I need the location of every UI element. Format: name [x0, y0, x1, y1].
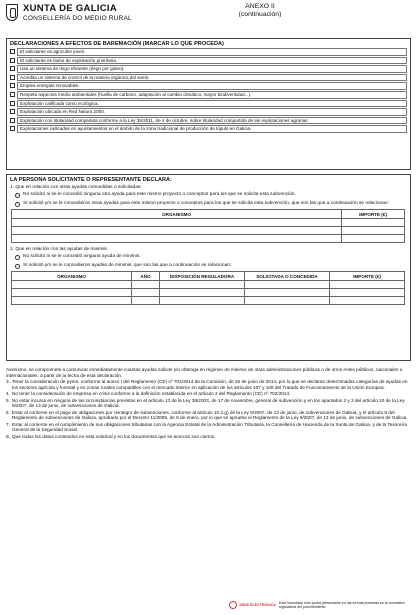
baremation-checklist — [7, 48, 410, 133]
q1-option-yes[interactable] — [7, 201, 410, 207]
declaration-number: 5. — [6, 397, 10, 403]
checklist-label: El solicitante es titular de explotación prioritaria. — [17, 57, 407, 65]
checklist-row[interactable] — [10, 91, 407, 99]
declaration-item — [6, 398, 411, 409]
declaration-title: LA PERSONA SOLICITANTE O REPRESENTANTE DECLARA: — [10, 177, 172, 183]
checklist-label: Usa un sistema de riego eficiente (riego por goteo). — [17, 65, 407, 73]
checkbox[interactable] — [10, 92, 15, 97]
footer-note: Este formulario sólo podrá presentarse en las formas previstas en la normativa reguladora del procedimiento — [279, 601, 405, 609]
checkbox[interactable] — [10, 49, 15, 54]
minimis-aids-table — [11, 271, 405, 305]
checkbox[interactable] — [10, 118, 15, 123]
document-header — [6, 3, 411, 33]
radio-button[interactable] — [15, 264, 20, 269]
sede-label: SEDE ELECTRÓNICA — [239, 603, 276, 607]
baremation-title: DECLARACIONES A EFECTOS DE BAREMACIÓN (MARCAR LO QUE PROCEDA) — [10, 41, 224, 47]
q2-option-no[interactable] — [7, 254, 410, 260]
declaration-text: Que todos los datos contenidos en esta solicitud y en los documentos que se acercan son ciertos. — [12, 433, 216, 439]
q2-option-no-label: No solicitó ni se le concedió ninguna ayuda de minimis. — [23, 254, 141, 259]
declaration-number: 8. — [6, 433, 10, 439]
declaration-item — [6, 391, 411, 397]
table2-header-importe: IMPORTE (€) — [330, 272, 405, 281]
q1-option-no-label: No solicitó ni se le concedió ninguna otra ayuda para este mismo proyecto o conceptos para los que se solicita esta subvención. — [23, 192, 296, 197]
table1-header-organismo: ORGANISMO — [12, 210, 342, 219]
declaration-text: No tener la consideración de empresa en crisis conforme a la definición establecida en el artículo 2 del Reglamento (CE) nº 702/2014. — [12, 391, 291, 397]
table2-header-ano: AÑO — [132, 272, 160, 281]
radio-button[interactable] — [15, 202, 20, 207]
checklist-row[interactable] — [10, 125, 407, 133]
checklist-label: Explotación con titularidad compartida conforme a la Ley 35/2011, de 4 de octubre, sobre titularidad compartida de las explotaciones agrarias. — [17, 117, 407, 125]
declaration-text: Estar al corriente en el cumplimiento de sus obligaciones tributarias con la Agencia Estatal de la Administración Tributaria, la Consellería de Hacienda de la Xunta de Galicia, y de la Tesorería General de la Seguridad Social. — [12, 421, 407, 433]
declaration-item — [6, 434, 411, 440]
table-row[interactable] — [12, 219, 405, 227]
checklist-label: Explotación calificada como ecológica. — [17, 100, 407, 108]
checklist-label: El solicitante es agricultor joven. — [17, 48, 407, 56]
declaration-number: 3. — [6, 379, 10, 385]
checklist-row[interactable] — [10, 65, 407, 73]
checkbox[interactable] — [10, 75, 15, 80]
checklist-row[interactable] — [10, 82, 407, 90]
checklist-row[interactable] — [10, 74, 407, 82]
checkbox[interactable] — [10, 58, 15, 63]
declaration-item — [6, 422, 411, 433]
table-row[interactable] — [12, 227, 405, 235]
checkbox[interactable] — [10, 83, 15, 88]
table1-header-importe: IMPORTE (€) — [342, 210, 405, 219]
checklist-label: Acredita un sistema de control de la materia orgánica del suelo. — [17, 74, 407, 82]
baremation-section — [6, 38, 411, 170]
question-2: 2. Que en relación con las ayudas de minimis. — [10, 247, 109, 252]
declaration-number: 6. — [6, 409, 10, 415]
commitment-paragraph: Asimismo, se compromete a comunicar inmediatamente cuantas ayudas solicite y/o obtenga en régimen de minimis de otras administraciones públicas o de otros entes públicos, nacionales o internacionales, a partir de la fecha de esta declaración. — [6, 367, 403, 378]
org-name: XUNTA DE GALICIA — [23, 3, 117, 14]
question-1: 1. Que en relación con otras ayudas concedidas o solicitadas: — [10, 185, 142, 190]
checklist-label: Respeta aspectos medio ambientales (huella de carbono, adaptación al cambio climático, mayor biodiversidad...). — [17, 91, 407, 99]
xunta-logo-icon — [6, 4, 18, 21]
q1-option-yes-label: Sí solicitó y/o se le concedieron otras ayudas para este mismo proyecto o conceptos para los que se solicita esta subvención, que son las que a continuación se relacionan: — [23, 201, 389, 206]
sede-seal-icon — [229, 601, 237, 609]
q2-option-yes-label: Sí solicitó y/o se le concedieron ayudas de minimis, que son las que a continuación se relacionan: — [23, 263, 232, 268]
declaration-item — [6, 379, 411, 390]
footer — [229, 601, 409, 609]
table-row[interactable] — [12, 297, 405, 305]
checklist-row[interactable] — [10, 117, 407, 125]
checklist-label: Explotación ubicada en Red Natura 2000. — [17, 108, 407, 116]
checklist-row[interactable] — [10, 108, 407, 116]
checkbox[interactable] — [10, 109, 15, 114]
other-aids-table — [11, 209, 405, 243]
radio-button[interactable] — [15, 193, 20, 198]
checklist-row[interactable] — [10, 57, 407, 65]
table-row[interactable] — [12, 235, 405, 243]
declaration-number: 4. — [6, 391, 10, 397]
checklist-row[interactable] — [10, 100, 407, 108]
q1-option-no[interactable] — [7, 192, 410, 198]
checklist-row[interactable] — [10, 48, 407, 56]
declaration-text: No estar incursa en ninguna de las circunstancias previstas en el artículo 13 de la Ley 38/2003, de 17 de noviembre, general de subvención y en los apartados 2 y 3 del artículo 10 de la Ley 9/2007, de 13 de junio, de subvenciones de Galicia. — [12, 397, 405, 409]
department-name: CONSELLERÍA DO MEDIO RURAL — [23, 15, 132, 22]
declaration-section — [6, 174, 411, 361]
declaration-statements — [6, 367, 411, 440]
checkbox[interactable] — [10, 126, 15, 131]
declaration-text: Tener la consideración de pyme, conforme al anexo I del Reglamento (CE) nº 702/2014 de la Comisión, de 25 de junio de 2014, por lo que se declaran determinadas categorías de ayudas en los sectores agrícola y forestal y en zonas rurales compatibles con el mercado interior en aplicación de los artículos 107 y 108 del Tratado de Funcionamiento de la Unión Europea. — [12, 379, 408, 391]
checklist-label: Emplea energías renovables. — [17, 82, 407, 90]
declaration-number: 7. — [6, 421, 10, 427]
table-row[interactable] — [12, 289, 405, 297]
annex-title: ANEXO II — [245, 3, 275, 10]
annex-subtitle: (continuación) — [238, 11, 282, 18]
checkbox[interactable] — [10, 101, 15, 106]
table-row[interactable] — [12, 281, 405, 289]
declaration-item — [6, 410, 411, 421]
table2-header-solicitada: SOLICITADA O CONCEDIDA — [245, 272, 330, 281]
declaration-text: Estar al corriente en el pago de obligaciones por reintegro de subvenciones, conforme al artículo 10.2.g) de la Ley 9/2007, de 13 de junio, de subvenciones de Galicia, y el artículo 9 del Reglamento de subvenciones de Galicia, aprobado por el Decreto 11/2009, de 8 de enero, por lo que se aprueba el Reglamento de la Ley 9/2007, de 13 de junio, de subvenciones de Galicia. — [12, 409, 408, 421]
checklist-label: Explotaciones radicadas en ayuntamientos en el ámbito de la zona tradicional de producción de lúpulo en Galicia. — [17, 125, 407, 133]
table2-header-disposicion: DISPOSICIÓN REGULADORA — [160, 272, 245, 281]
annex-label — [230, 3, 290, 19]
checkbox[interactable] — [10, 66, 15, 71]
radio-button[interactable] — [15, 255, 20, 260]
table2-header-organismo: ORGANISMO — [12, 272, 132, 281]
q2-option-yes[interactable] — [7, 263, 410, 269]
